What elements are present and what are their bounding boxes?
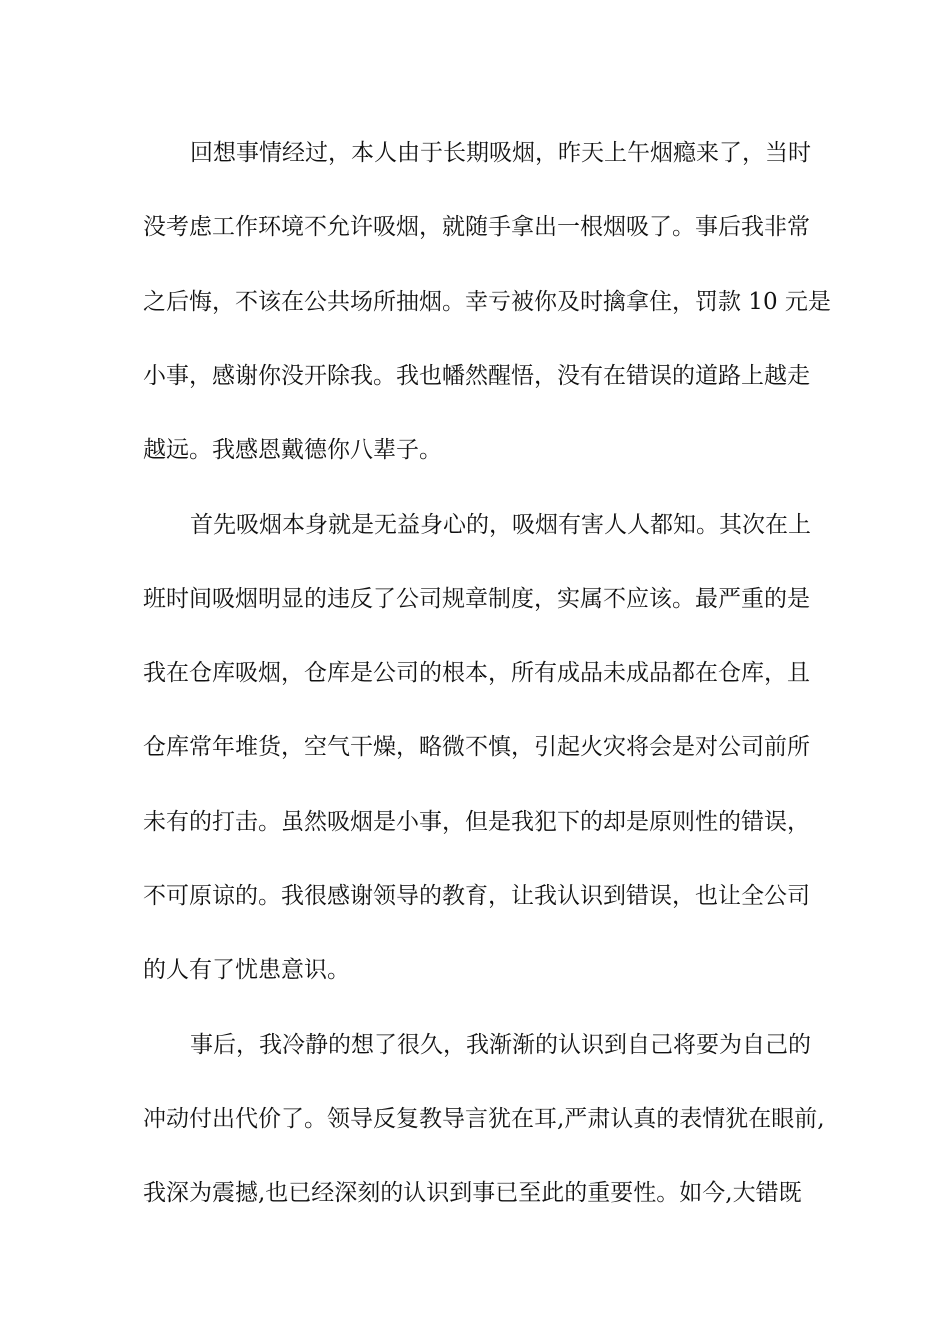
paragraph-1-line-5: 越远。我感恩戴德你八辈子。 [143,437,442,463]
paragraph-2-line-3: 我在仓库吸烟，仓库是公司的根本，所有成品未成品都在仓库，且 [143,660,810,686]
paragraph-1-line-3: 之后悔，不该在公共场所抽烟。幸亏被你及时擒拿住，罚款 10 元是 [143,289,831,315]
paragraph-2-line-6: 不可原谅的。我很感谢领导的教育，让我认识到错误，也让全公司 [143,883,810,909]
paragraph-2-line-7: 的人有了忧患意识。 [143,957,350,983]
paragraph-2-line-1: 首先吸烟本身就是无益身心的，吸烟有害人人都知。其次在上 [190,512,811,538]
paragraph-3-line-2: 冲动付出代价了。领导反复教导言犹在耳,严肃认真的表情犹在眼前, [143,1106,825,1132]
paragraph-2-line-5: 未有的打击。虽然吸烟是小事，但是我犯下的却是原则性的错误， [143,809,810,835]
paragraph-1-line-4: 小事，感谢你没开除我。我也幡然醒悟，没有在错误的道路上越走 [143,363,810,389]
paragraph-1-line-1: 回想事情经过，本人由于长期吸烟，昨天上午烟瘾来了，当时 [190,140,811,166]
paragraph-1-line-2: 没考虑工作环境不允许吸烟，就随手拿出一根烟吸了。事后我非常 [143,214,810,240]
paragraph-2-line-4: 仓库常年堆货，空气干燥，略微不慎，引起火灾将会是对公司前所 [143,734,810,760]
paragraph-3-line-1: 事后，我冷静的想了很久，我渐渐的认识到自己将要为自己的 [190,1032,811,1058]
paragraph-2-line-2: 班时间吸烟明显的违反了公司规章制度，实属不应该。最严重的是 [143,586,810,612]
paragraph-3-line-3: 我深为震撼,也已经深刻的认识到事已至此的重要性。如今,大错既 [143,1180,802,1206]
